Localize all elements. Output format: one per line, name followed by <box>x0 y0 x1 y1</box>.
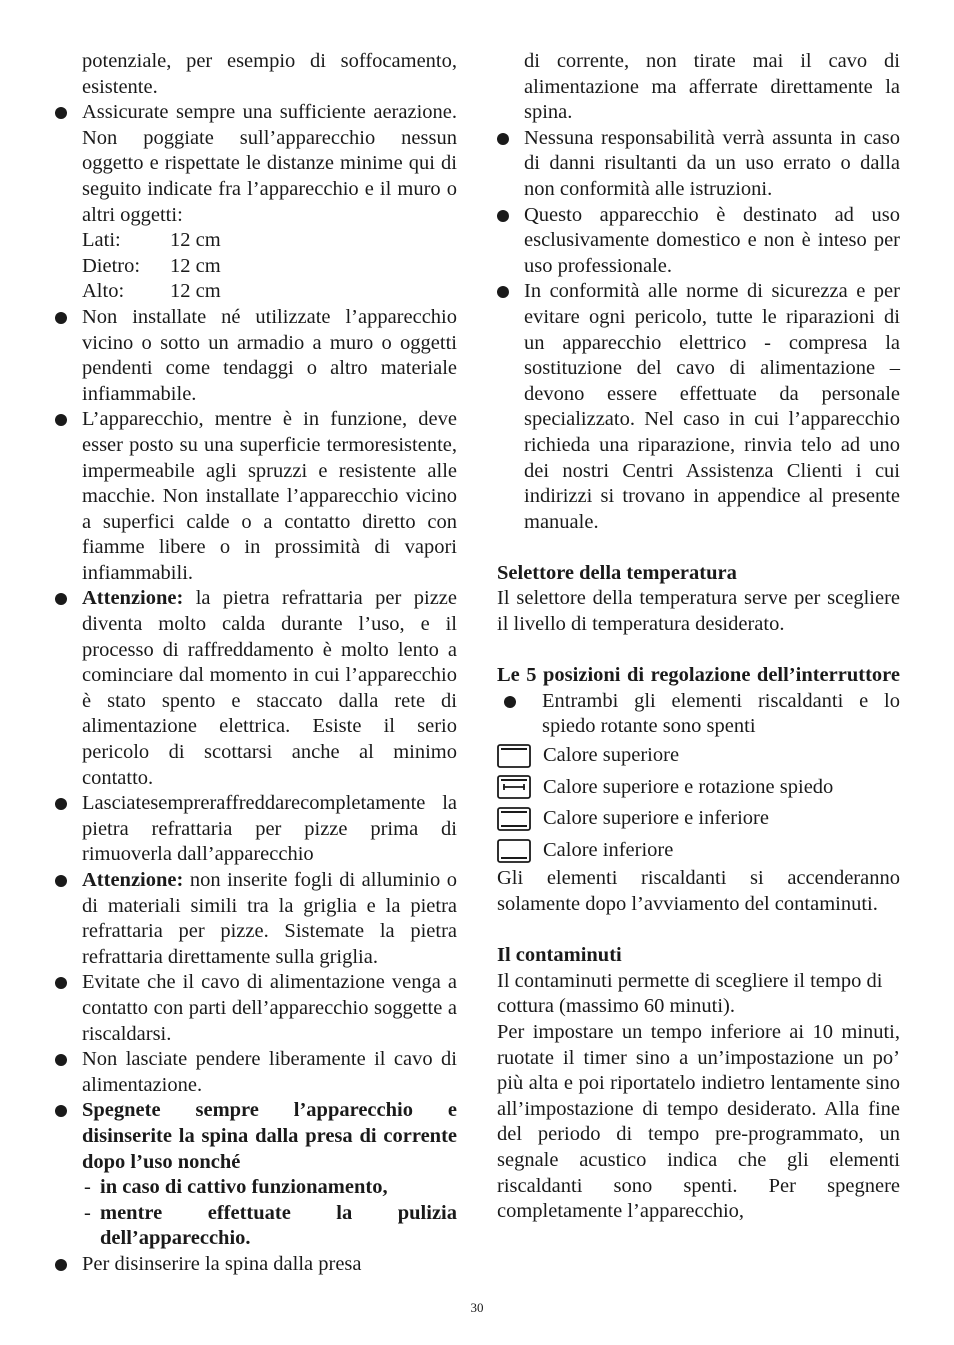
list-item-installation: Non installate né utilizzate l’apparecchio vicino o sotto un armadio a muro o oggetti pendenti come tendaggi o altro materiale infiammabile. <box>55 305 457 407</box>
paragraph-continued: potenziale, per esempio di soffocamento, esistente. <box>82 50 457 98</box>
section-heading-positions: Le 5 posizioni di regolazione dell’interruttore <box>497 664 900 687</box>
list-item-unplug: Spegnete sempre l’apparecchio e disinserite la spina dalla presa di corrente dopo l’uso nonché <box>55 1098 457 1175</box>
paragraph-heating-elements: Gli elementi riscaldanti si accenderanno solamente dopo l’avviamento del contaminuti. <box>497 867 900 915</box>
top-heat-icon <box>497 744 531 768</box>
top-bottom-heat-icon <box>497 807 531 831</box>
distance-row: Dietro: 12 cm <box>82 254 221 277</box>
list-item-hot-stone-warning: Attenzione: la pietra refrattaria per pizze diventa molto calda durante l’uso, e il processo di raffreddamento è molto lento a cominciare dal momento in cui l’apparecchio è stato spento e staccato dalla rete di alimentazione elettrica. Esiste il serio pericolo di scottarsi anche al minimo contatto. <box>55 586 457 791</box>
list-item-unplug-method: Per disinserire la spina dalla presa <box>55 1252 457 1278</box>
list-item-cable-heat: Evitate che il cavo di alimentazione venga a contatto con parti dell’apparecchio soggette a riscaldarsi. <box>55 970 457 1047</box>
sub-item-malfunction: - in caso di cattivo funzionamento, <box>55 1175 457 1201</box>
paragraph-timer-1: Il contaminuti permette di scegliere il tempo di cottura (massimo 60 minuti). <box>497 969 883 1018</box>
position-off: Entrambi gli elementi riscaldanti e lo spiedo rotante sono spenti <box>504 689 900 740</box>
position-row: Calore superiore e rotazione spiedo <box>497 772 900 804</box>
right-column <box>497 49 900 1225</box>
list-item-cable-hang: Non lasciate pendere liberamente il cavo di alimentazione. <box>55 1047 457 1098</box>
top-heat-rotisserie-icon <box>497 775 531 799</box>
position-row: Calore superiore e inferiore <box>497 803 900 835</box>
list-item-repairs: In conformità alle norme di sicurezza e per evitare ogni pericolo, tutte le riparazioni di un apparecchio elettrico - compresa la sostituzione del cavo di alimentazione – devono essere effettuate da personale specializzato. Nel caso in cui l’apparecchio richieda una riparazione, rinvia telo ad uno dei nostri Centri Assistenza Clienti i cui indirizzi si trovano in appendice al presente manuale. <box>497 279 900 535</box>
position-row: Calore superiore <box>497 740 900 772</box>
list-item-cool-down: Lasciatesempreraffreddarecompletamente la pietra refrattaria per pizze prima di rimuoverla dall’apparecchio <box>55 791 457 868</box>
bottom-heat-icon <box>497 839 531 863</box>
list-item-domestic-use: Questo apparecchio è destinato ad uso esclusivamente domestico e non è inteso per uso professionale. <box>497 203 900 280</box>
left-column <box>55 49 457 1278</box>
paragraph-timer-2: Per impostare un tempo inferiore ai 10 minuti, ruotate il timer sino a un’impostazione un po’ più alta e poi riportatelo indietro lentamente sino all’impostazione di tempo desiderato. Alla fine del periodo di tempo pre-programmato, un segnale acustico indica che gli elementi riscaldanti sono spenti. Per spegnere completamente l’apparecchio, <box>497 1020 900 1223</box>
section-heading-temperature: Selettore della temperatura <box>497 561 737 584</box>
distance-row: Alto: 12 cm <box>82 280 221 303</box>
paragraph-temperature: Il selettore della temperatura serve per scegliere il livello di temperatura desiderato. <box>497 587 900 636</box>
distance-row: Lati: 12 cm <box>82 229 221 252</box>
distance-list <box>55 228 457 305</box>
page-number: 30 <box>470 1300 484 1315</box>
list-item-ventilation: Assicurate sempre una sufficiente aerazione. Non poggiate sull’apparecchio nessun oggetto e rispettate le distanze minime qui di seguito indicate fra l’apparecchio e il muro o altri oggetti: <box>55 100 457 228</box>
list-item-aluminium-warning: Attenzione: non inserite fogli di alluminio o di materiali simili tra la griglia e la pietra refrattaria per pizze. Sistemate la pietra refrattaria direttamente sulla griglia. <box>55 868 457 970</box>
position-row: Calore inferiore <box>497 835 900 867</box>
paragraph-continued: di corrente, non tirate mai il cavo di alimentazione ma afferrate direttamente la spina. <box>524 50 900 124</box>
section-heading-timer: Il contaminuti <box>497 944 622 967</box>
list-item-surface: L’apparecchio, mentre è in funzione, deve esser posto su una superficie termoresistente, impermeabile agli spruzzi e resistente alle macchie. Non installate l’apparecchio vicino a superfici calde o a contatto diretto con fiamme libere o in prossimità di vapori infiammabili. <box>55 407 457 586</box>
list-item-responsibility: Nessuna responsabilità verrà assunta in caso di danni risultanti da un uso errato o dalla non conformità alle istruzioni. <box>497 126 900 203</box>
sub-item-cleaning: - mentre effettuate la pulizia dell’apparecchio. <box>55 1201 457 1252</box>
